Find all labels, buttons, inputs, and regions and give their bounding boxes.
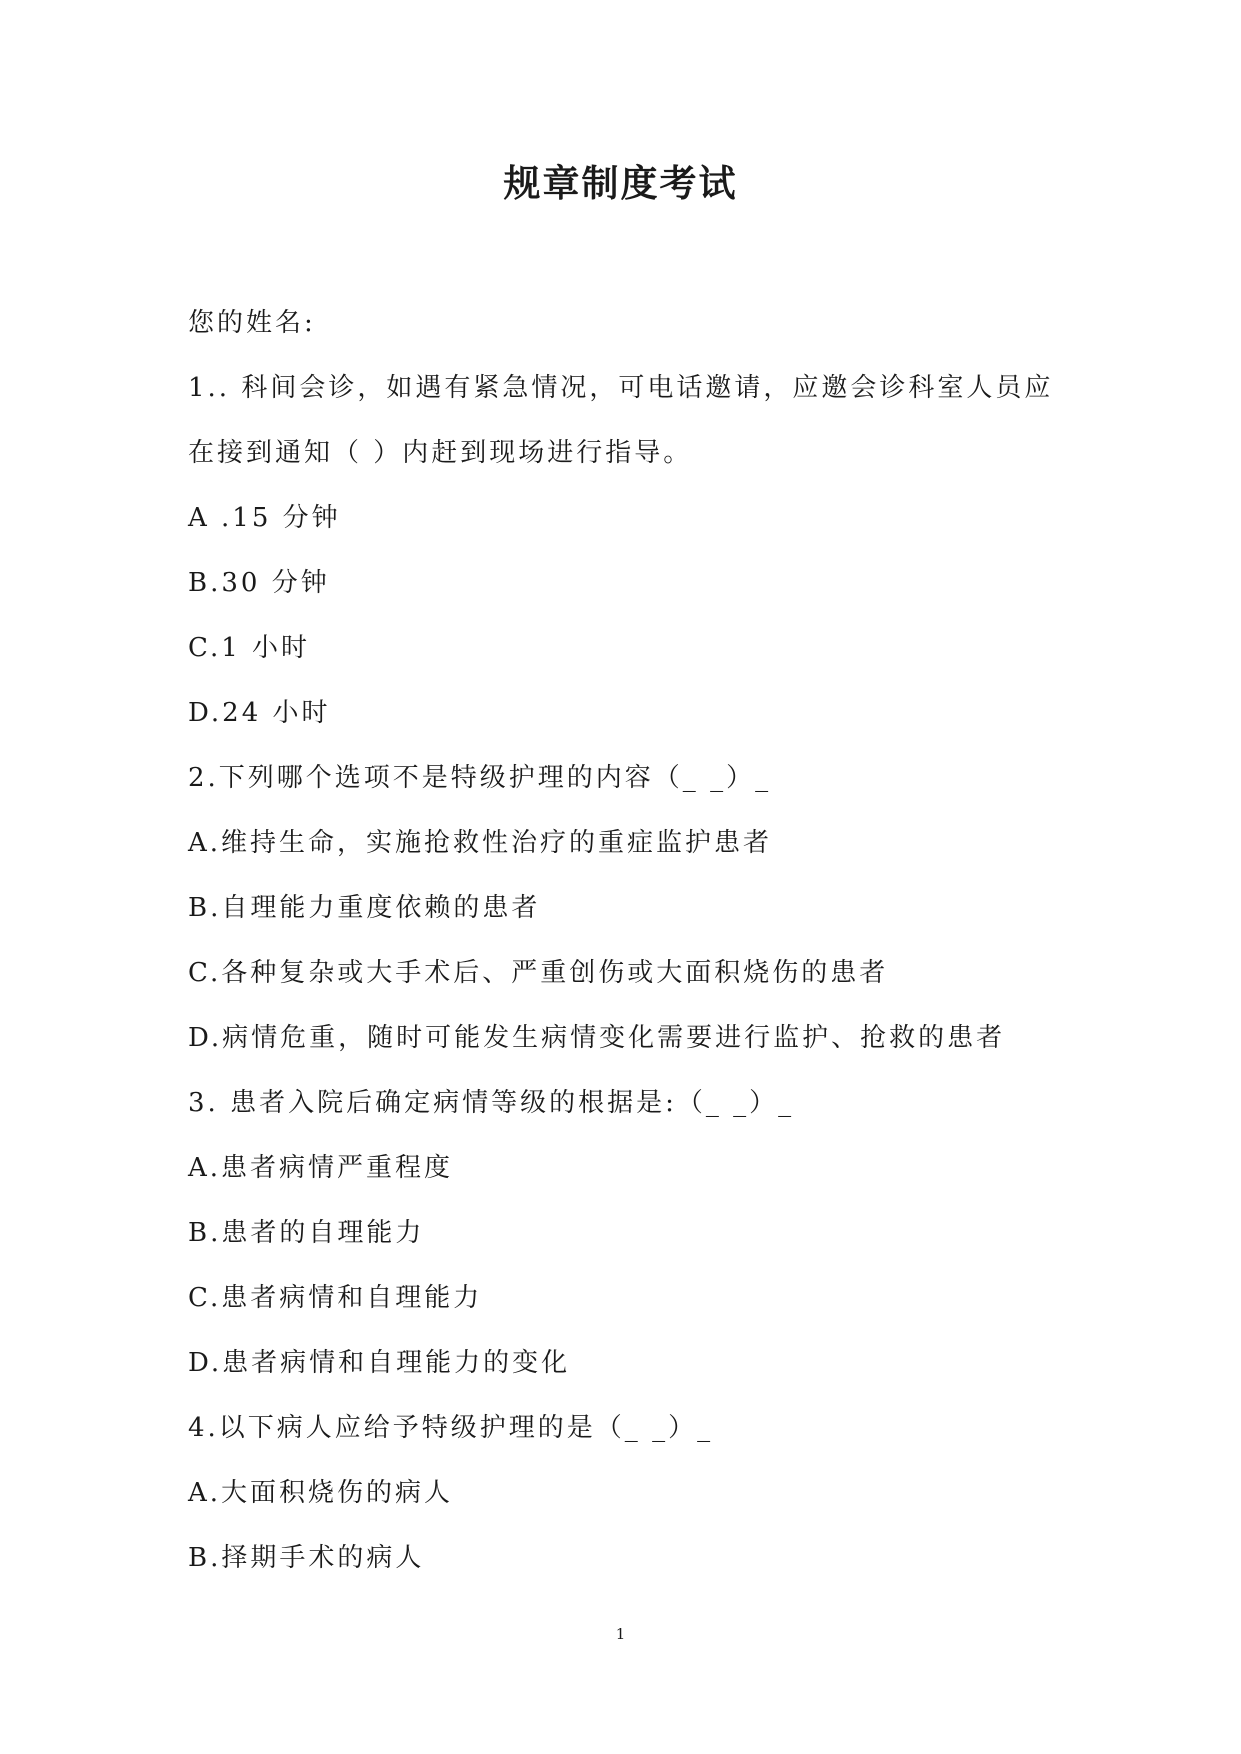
question-1-line-1: 1.. 科间会诊，如遇有紧急情况，可电话邀请，应邀会诊科室人员应 xyxy=(188,373,1054,403)
question-1-option-b: B.30 分钟 xyxy=(188,568,330,598)
question-4-text: 4.以下病人应给予特级护理的是（_ _）_ xyxy=(188,1413,714,1443)
question-1-option-c: C.1 小时 xyxy=(188,633,311,663)
question-3-text: 3. 患者入院后确定病情等级的根据是:（_ _）_ xyxy=(188,1088,795,1118)
document-title: 规章制度考试 xyxy=(503,162,738,205)
question-2-option-a: A.维持生命，实施抢救性治疗的重症监护患者 xyxy=(188,828,773,858)
exam-body xyxy=(188,306,1068,1606)
question-3-option-d: D.患者病情和自理能力的变化 xyxy=(188,1348,571,1378)
question-4-option-a: A.大面积烧伤的病人 xyxy=(188,1478,454,1508)
question-2-option-c: C.各种复杂或大手术后、严重创伤或大面积烧伤的患者 xyxy=(188,958,889,988)
question-1-line-2: 在接到通知（ ）内赶到现场进行指导。 xyxy=(188,438,693,468)
question-3-option-c: C.患者病情和自理能力 xyxy=(188,1283,483,1313)
question-2-text: 2.下列哪个选项不是特级护理的内容（_ _）_ xyxy=(188,763,772,793)
question-3-option-b: B.患者的自理能力 xyxy=(188,1218,425,1248)
name-field-label: 您的姓名: xyxy=(188,308,316,338)
question-2-option-d: D.病情危重，随时可能发生病情变化需要进行监护、抢救的患者 xyxy=(188,1023,1006,1053)
question-4-option-b: B.择期手术的病人 xyxy=(188,1543,425,1573)
question-1-option-d: D.24 小时 xyxy=(188,698,331,728)
question-3-option-a: A.患者病情严重程度 xyxy=(188,1153,454,1183)
question-1-option-a: A .15 分钟 xyxy=(188,503,341,533)
page-number: 1 xyxy=(615,1625,626,1643)
question-2-option-b: B.自理能力重度依赖的患者 xyxy=(188,893,541,923)
